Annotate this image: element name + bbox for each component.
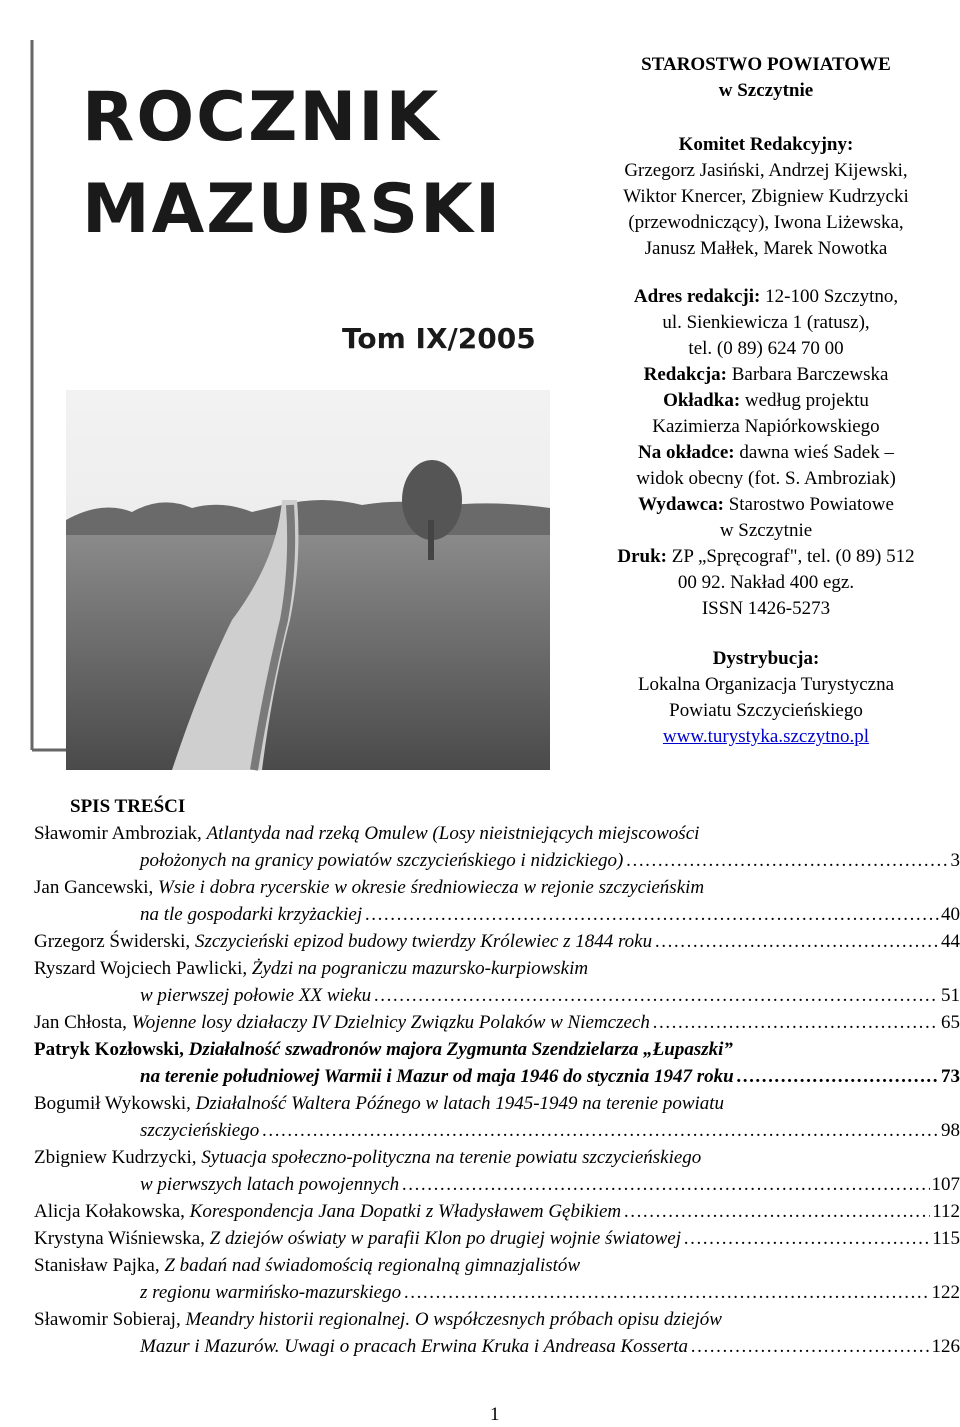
toc-title-text: na terenie południowej Warmii i Mazur od maja 1946 do stycznia 1947 roku: [140, 1066, 734, 1087]
cover-design-value: według projektu: [740, 390, 869, 411]
toc-entry[interactable]: [34, 820, 960, 874]
committee-line: Janusz Małłek, Marek Nowotka: [644, 238, 888, 259]
toc-title-text: Z dziejów oświaty w parafii Klon po drugiej wojnie światowej: [209, 1228, 682, 1249]
distribution-line: Powiatu Szczycieńskiego: [669, 700, 863, 721]
toc-entry[interactable]: [34, 1144, 960, 1198]
committee-line: Grzegorz Jasiński, Andrzej Kijewski,: [624, 160, 908, 181]
toc-author: Jan Chłosta,: [34, 1012, 132, 1033]
toc-page: 65: [941, 1012, 960, 1033]
toc-title-text: Mazur i Mazurów. Uwagi o pracach Erwina Kruka i Andreasa Kosserta: [140, 1336, 689, 1357]
toc-title-text: Działalność Waltera Późnego w latach 1945-1949 na terenie powiatu: [195, 1093, 725, 1114]
toc-author: Grzegorz Świderski,: [34, 931, 195, 952]
toc-title-text: Żydzi na pograniczu mazursko-kurpiowskim: [251, 958, 589, 979]
on-cover-value: dawna wieś Sadek –: [734, 442, 894, 463]
issuer-value: Starostwo Powiatowe: [723, 494, 894, 515]
website-link[interactable]: www.turystyka.szczytno.pl: [662, 726, 870, 747]
cover-design-label: Okładka:: [663, 390, 741, 411]
print-label: Druk:: [617, 546, 667, 567]
address-value: 12-100 Szczytno,: [760, 286, 899, 307]
issuer-line2: w Szczytnie: [719, 520, 813, 541]
toc-entry[interactable]: [34, 928, 960, 955]
toc-title-text: Z badań nad świadomością regionalną gimnazjalistów: [164, 1255, 581, 1276]
toc-author: Ryszard Wojciech Pawlicki,: [34, 958, 252, 979]
toc-entry[interactable]: [34, 1009, 960, 1036]
toc-entry[interactable]: [34, 1198, 960, 1225]
committee-label: Komitet Redakcyjny:: [678, 134, 854, 155]
toc-title-text: Działalność szwadronów majora Zygmunta Szendzielarza „Łupaszki”: [188, 1039, 733, 1060]
toc-title-text: szczycieńskiego: [140, 1120, 260, 1141]
committee-line: Wiktor Knercer, Zbigniew Kudrzycki: [623, 186, 909, 207]
toc-title-text: położonych na granicy powiatów szczycieńskiego i nidzickiego): [140, 850, 624, 871]
print-value: ZP „Spręcograf", tel. (0 89) 512: [666, 546, 915, 567]
toc-page: 112: [932, 1201, 960, 1222]
toc-title-text: na tle gospodarki krzyżackiej: [140, 904, 363, 925]
toc-page: 3: [950, 850, 960, 871]
toc-author: Sławomir Ambroziak,: [34, 823, 207, 844]
toc-author: Sławomir Sobieraj,: [34, 1309, 186, 1330]
toc-entry[interactable]: [34, 1306, 960, 1360]
cover-volume: Tom IX/2005: [342, 322, 536, 355]
toc-author: Patryk Kozłowski,: [34, 1039, 189, 1060]
on-cover-label: Na okładce:: [638, 442, 735, 463]
publisher-name: STAROSTWO POWIATOWE: [641, 54, 891, 75]
issn: ISSN 1426-5273: [701, 598, 831, 619]
address-line: [580, 284, 952, 310]
toc-author: Zbigniew Kudrzycki,: [34, 1147, 202, 1168]
toc-entry[interactable]: [34, 874, 960, 928]
toc-page: 44: [941, 931, 960, 952]
toc-entry[interactable]: [34, 1090, 960, 1144]
cover-title-line1: ROCZNIK: [82, 78, 441, 157]
toc-page: 98: [941, 1120, 960, 1141]
toc-title-text: Atlantyda nad rzeką Omulew (Losy nieistniejących miejscowości: [206, 823, 700, 844]
editor-value: Barbara Barczewska: [726, 364, 889, 385]
distribution-label: Dystrybucja:: [712, 648, 820, 669]
toc-page: 73: [941, 1066, 960, 1087]
toc-page: 107: [931, 1174, 960, 1195]
toc-title-text: Wsie i dobra rycerskie w okresie średniowiecza w rejonie szczycieńskim: [158, 877, 705, 898]
toc-title-text: Meandry historii regionalnej. O współczesnych próbach opisu dziejów: [185, 1309, 722, 1330]
distribution-line: Lokalna Organizacja Turystyczna: [637, 674, 895, 695]
address-line: tel. (0 89) 624 70 00: [688, 338, 844, 359]
cover-title-line2: MAZURSKI: [82, 170, 503, 249]
toc-page: 40: [941, 904, 960, 925]
table-of-contents: [34, 793, 960, 1360]
toc-title-text: Szczycieński epizod budowy twierdzy Królewiec z 1844 roku: [194, 931, 653, 952]
toc-title: SPIS TREŚCI: [70, 796, 186, 817]
on-cover-line2: widok obecny (fot. S. Ambroziak): [636, 468, 896, 489]
toc-author: Alicja Kołakowska,: [34, 1201, 190, 1222]
publisher-info: [580, 52, 952, 750]
committee-line: (przewodniczący), Iwona Liżewska,: [628, 212, 904, 233]
toc-author: Bogumił Wykowski,: [34, 1093, 196, 1114]
toc-page: 126: [931, 1336, 960, 1357]
toc-entry[interactable]: [34, 1036, 960, 1090]
address-label: Adres redakcji:: [633, 286, 761, 307]
toc-title-text: w pierwszej połowie XX wieku: [140, 985, 372, 1006]
toc-author: Jan Gancewski,: [34, 877, 158, 898]
toc-title-text: Sytuacja społeczno-polityczna na terenie powiatu szczycieńskiego: [201, 1147, 702, 1168]
toc-page: 122: [931, 1282, 960, 1303]
toc-author: Krystyna Wiśniewska,: [34, 1228, 210, 1249]
issuer-label: Wydawca:: [638, 494, 724, 515]
toc-title-text: Wojenne losy działaczy IV Dzielnicy Związku Polaków w Niemczech: [131, 1012, 650, 1033]
toc-entry[interactable]: [34, 955, 960, 1009]
publisher-location: w Szczytnie: [718, 80, 814, 101]
editor-label: Redakcja:: [643, 364, 727, 385]
toc-title-text: w pierwszych latach powojennych: [140, 1174, 400, 1195]
toc-title-text: Korespondencja Jana Dopatki z Władysławem Gębikiem: [189, 1201, 622, 1222]
print-line2: 00 92. Nakład 400 egz.: [677, 572, 855, 593]
page-number: 1: [490, 1404, 500, 1425]
cover-design-line2: Kazimierza Napiórkowskiego: [652, 416, 880, 437]
toc-page: 115: [932, 1228, 960, 1249]
toc-author: Stanisław Pajka,: [34, 1255, 165, 1276]
toc-entry[interactable]: [34, 1252, 960, 1306]
toc-page: 51: [941, 985, 960, 1006]
cover-image: [22, 0, 550, 790]
toc-entry[interactable]: [34, 1225, 960, 1252]
toc-title-text: z regionu warmińsko-mazurskiego: [140, 1282, 402, 1303]
address-line: ul. Sienkiewicza 1 (ratusz),: [662, 312, 870, 333]
